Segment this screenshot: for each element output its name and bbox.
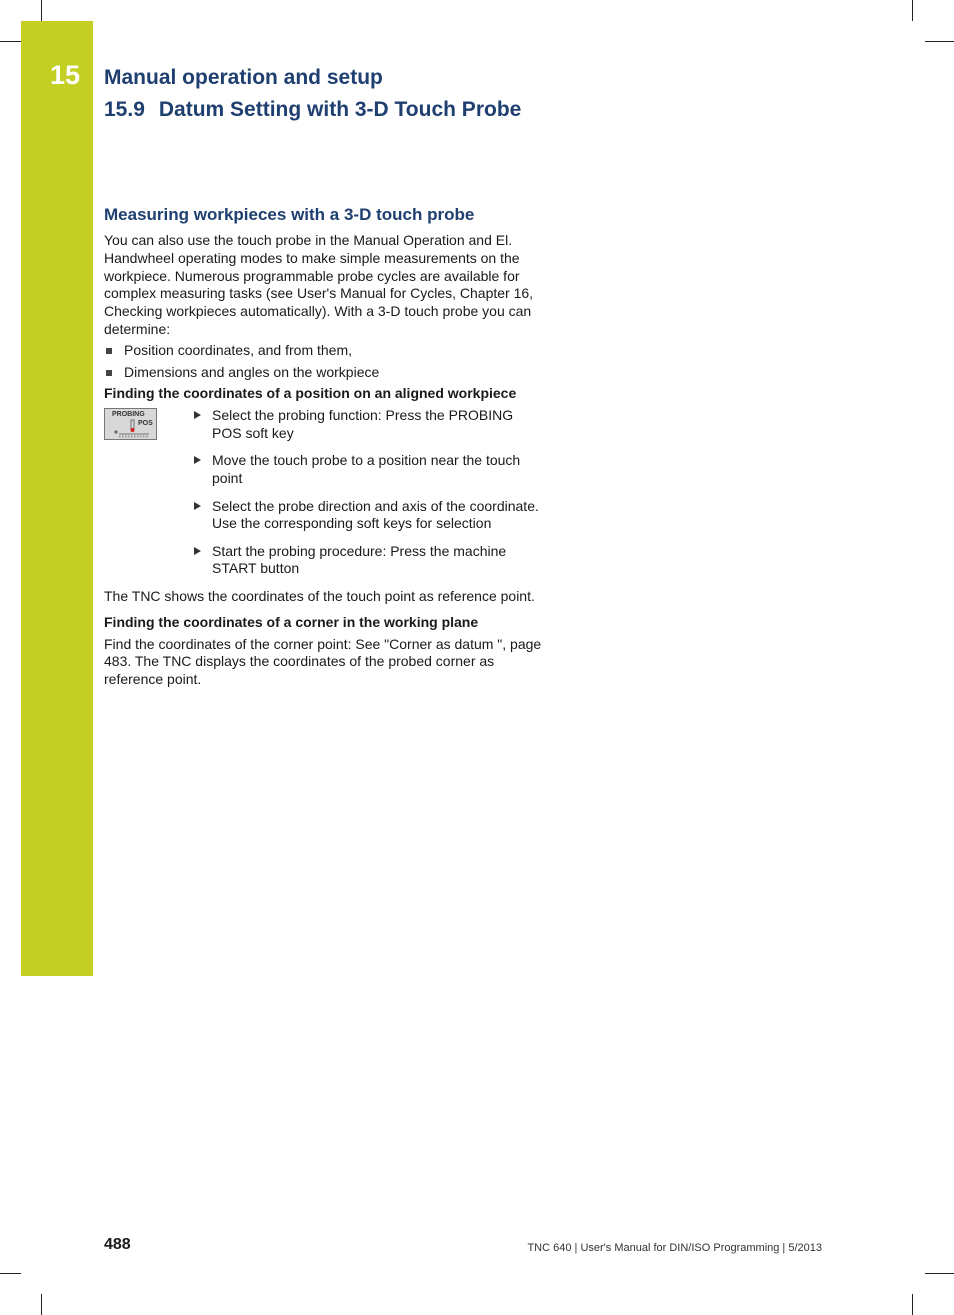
- main-content: [104, 205, 544, 689]
- crop-mark: [925, 41, 954, 42]
- step-item: [194, 543, 544, 579]
- step-text: Select the probing function: Press the PROBING POS soft key: [212, 407, 514, 442]
- section-heading: Measuring workpieces with a 3-D touch probe: [104, 205, 475, 224]
- crop-mark: [912, 0, 913, 21]
- chapter-sidebar: [21, 21, 93, 976]
- step-arrow-icon: [194, 456, 201, 464]
- section-title: [104, 98, 521, 122]
- section-title-text: Datum Setting with 3-D Touch Probe: [158, 98, 522, 121]
- crop-mark: [41, 1294, 42, 1315]
- step-list: [104, 407, 544, 578]
- page-number: 488: [104, 1236, 131, 1253]
- chapter-title: Manual operation and setup: [104, 66, 383, 89]
- subheading-aligned-workpiece: Finding the coordinates of a position on an aligned workpiece: [104, 385, 517, 402]
- crop-mark: [925, 1273, 954, 1274]
- step-text: Move the touch probe to a position near the touch point: [212, 452, 521, 487]
- softkey-label-line1: PROBING: [112, 411, 145, 419]
- step-item: [194, 452, 544, 488]
- step-item: [194, 498, 544, 534]
- crop-mark: [41, 0, 42, 21]
- intro-paragraph: You can also use the touch probe in the Manual Operation and El. Handwheel operating modes to make simple measurements on the workpiece. Numerous programmable probe cycles are available for complex measuring tasks (see User's Manual for Cycles, Chapter 16, Checking workpieces automatically). With a 3-D touch probe you can determine:: [104, 232, 534, 337]
- corner-paragraph: Find the coordinates of the corner point: See "Corner as datum ", page 483. The TNC displays the coordinates of the probed corner as reference point.: [104, 635, 542, 688]
- step-arrow-icon: [194, 502, 201, 510]
- bullet-text: Position coordinates, and from them,: [124, 341, 353, 358]
- softkey-label-line2: POS: [138, 420, 153, 428]
- bullet-item: [104, 364, 544, 382]
- bullet-item: [104, 342, 544, 360]
- subheading-corner: Finding the coordinates of a corner in the working plane: [104, 613, 479, 630]
- bullet-list: [104, 342, 544, 382]
- step-text: Start the probing procedure: Press the machine START button: [212, 542, 507, 577]
- bullet-text: Dimensions and angles on the workpiece: [124, 363, 380, 380]
- crop-mark: [0, 1273, 21, 1274]
- chapter-number: 15: [50, 60, 81, 90]
- result-paragraph: The TNC shows the coordinates of the touch point as reference point.: [104, 587, 535, 604]
- step-arrow-icon: [194, 547, 201, 555]
- probe-graphic-icon: [105, 409, 158, 441]
- bullet-square-icon: [106, 370, 112, 376]
- section-number: 15.9: [104, 98, 145, 121]
- step-text: Select the probe direction and axis of the coordinate. Use the corresponding soft keys for selection: [212, 497, 539, 532]
- probing-pos-softkey-icon: [104, 408, 157, 440]
- bullet-square-icon: [106, 348, 112, 354]
- step-item: [194, 407, 544, 443]
- footer-doc-info: TNC 640 | User's Manual for DIN/ISO Programming | 5/2013: [527, 1242, 822, 1254]
- crop-mark: [0, 41, 21, 42]
- step-block: [104, 407, 544, 578]
- step-arrow-icon: [194, 411, 201, 419]
- crop-mark: [912, 1294, 913, 1315]
